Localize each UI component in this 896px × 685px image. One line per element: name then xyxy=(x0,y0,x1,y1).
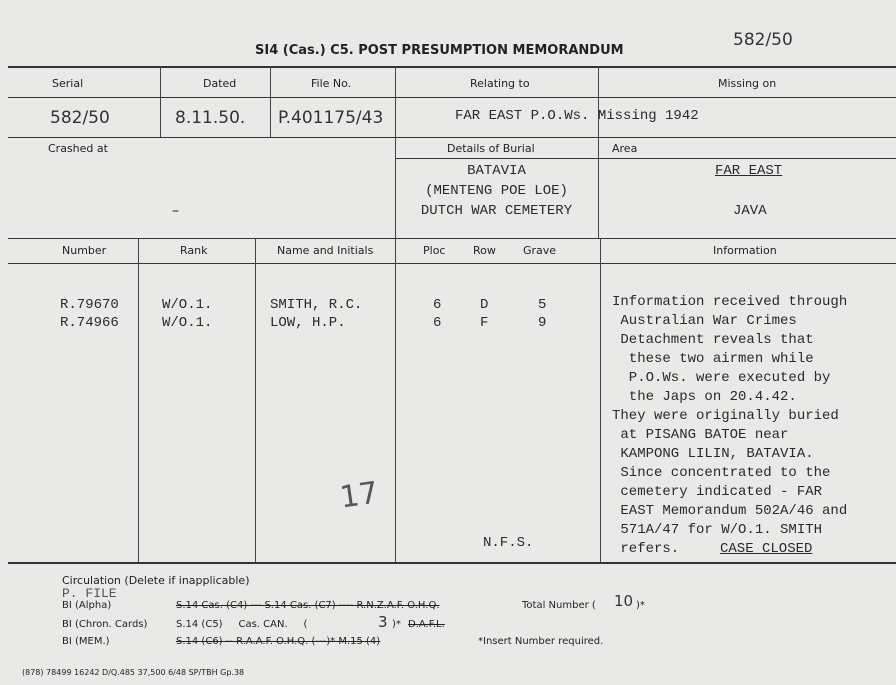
area-region: FAR EAST xyxy=(715,163,783,179)
row: D xyxy=(480,297,489,313)
plot: 6 xyxy=(433,297,442,313)
dated-header: Dated xyxy=(203,77,237,90)
missing-on-header: Missing on xyxy=(718,77,777,90)
information-text xyxy=(612,293,847,559)
circ-mem-struck: S.14 (C6) -- R.A.A.F. O.H.Q. (---)* M.15 (4) xyxy=(176,636,381,647)
information-line: the Japs on 20.4.42. xyxy=(612,389,797,405)
circ-chron-struck: D.A.F.L. xyxy=(408,619,445,630)
burial-line-2: (MENTENG POE LOE) xyxy=(425,183,568,199)
information-line: cemetery indicated - FAR xyxy=(612,484,823,500)
circ-total-count: 10 xyxy=(614,592,634,610)
circ-chron-suffix: )* xyxy=(392,619,401,630)
case-status: CASE CLOSED xyxy=(720,541,813,557)
name-header: Name and Initials xyxy=(277,244,374,257)
grave: 5 xyxy=(538,297,547,313)
crashed-at-value: – xyxy=(172,203,179,219)
information-line: EAST Memorandum 502A/46 and xyxy=(612,503,848,519)
circ-total-label: Total Number ( xyxy=(522,600,596,611)
circ-label-mem: BI (MEM.) xyxy=(62,636,110,647)
serial-header: Serial xyxy=(52,77,84,90)
file-no-header: File No. xyxy=(311,77,352,90)
dated-value: 8.11.50. xyxy=(175,108,246,128)
name: SMITH, R.C. xyxy=(270,297,363,313)
row-header: Row xyxy=(473,244,496,257)
area-header: Area xyxy=(612,142,638,155)
service-number: R.79670 xyxy=(60,297,119,313)
circ-total-suffix: )* xyxy=(636,600,645,611)
area-island: JAVA xyxy=(733,203,767,219)
p-file-note: P. FILE xyxy=(62,586,117,601)
plot: 6 xyxy=(433,315,442,331)
information-line: P.O.Ws. were executed by xyxy=(612,370,831,386)
burial-line-1: BATAVIA xyxy=(467,163,526,179)
reference-number: 582/50 xyxy=(733,30,793,50)
circ-note: *Insert Number required. xyxy=(478,636,604,647)
information-line: Since concentrated to the xyxy=(612,465,831,481)
information-line: Australian War Crimes xyxy=(612,313,797,329)
grave-header: Grave xyxy=(523,244,557,257)
information-header: Information xyxy=(713,244,777,257)
information-line: Information received through xyxy=(612,294,848,310)
burial-line-3: DUTCH WAR CEMETERY xyxy=(420,203,573,219)
plot-header: Ploc xyxy=(423,244,446,257)
circ-chron-count: 3 xyxy=(378,613,388,631)
crashed-at-header: Crashed at xyxy=(48,142,108,155)
information-line: KAMPONG LILIN, BATAVIA. xyxy=(612,446,814,462)
relating-to-value: FAR EAST P.O.Ws. Missing 1942 xyxy=(455,108,699,124)
file-no-value: P.401175/43 xyxy=(278,108,384,128)
information-line: 571A/47 for W/O.1. SMITH xyxy=(612,522,823,538)
information-line: They were originally buried xyxy=(612,408,839,424)
grave: 9 xyxy=(538,315,547,331)
rank-header: Rank xyxy=(180,244,208,257)
circ-chron-text: S.14 (C5) Cas. CAN. ( xyxy=(176,619,308,630)
form-footer: (878) 78499 16242 D/Q.485 37,500 6/48 SP/TBH Gp.38 xyxy=(22,668,245,677)
circulation-heading: Circulation (Delete if inapplicable) xyxy=(62,574,250,587)
row: F xyxy=(480,315,489,331)
form-title: SI4 (Cas.) C5. POST PRESUMPTION MEMORANDUM xyxy=(255,43,624,58)
information-line: at PISANG BATOE near xyxy=(612,427,789,443)
information-line: these two airmen while xyxy=(612,351,814,367)
service-number: R.74966 xyxy=(60,315,119,331)
circ-alpha-struck: S.14 Cas. (C4) --- S.14 Cas. (C7) ---- R.N.Z.A.F. O.H.Q. xyxy=(176,600,440,611)
details-of-burial-header: Details of Burial xyxy=(447,142,535,155)
information-line: refers. xyxy=(612,541,680,557)
rank: W/O.1. xyxy=(162,315,213,331)
circ-label-chron: BI (Chron. Cards) xyxy=(62,619,148,630)
name: LOW, H.P. xyxy=(270,315,346,331)
rank: W/O.1. xyxy=(162,297,213,313)
information-line: Detachment reveals that xyxy=(612,332,814,348)
circ-label-alpha: BI (Alpha) xyxy=(62,600,112,611)
handwritten-mark: 17 xyxy=(337,475,381,516)
relating-to-header: Relating to xyxy=(470,77,530,90)
number-header: Number xyxy=(62,244,107,257)
nfs-note: N.F.S. xyxy=(483,535,534,551)
serial-value: 582/50 xyxy=(50,108,110,128)
